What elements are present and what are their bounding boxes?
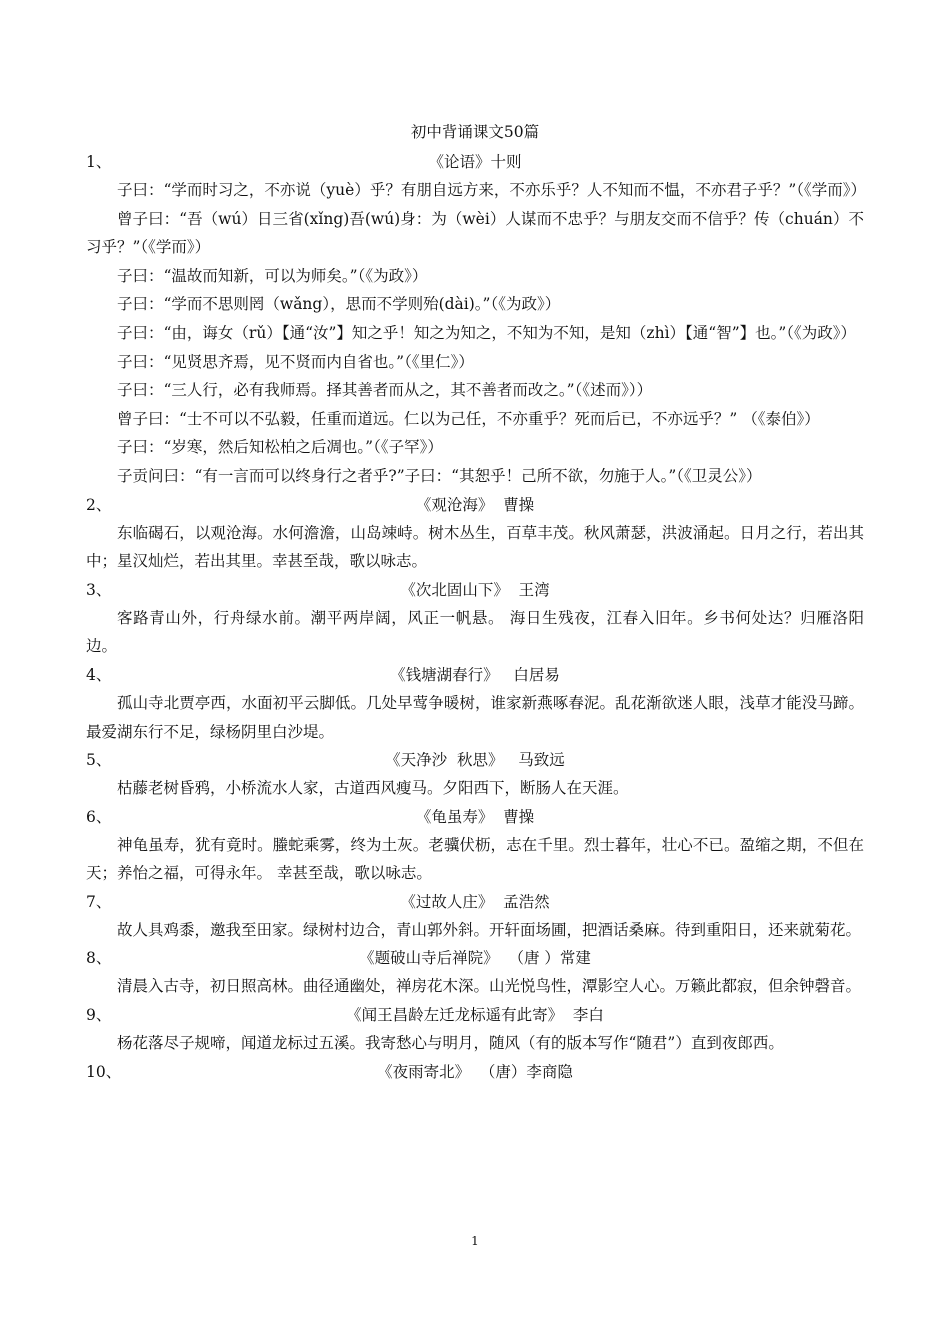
section-heading — [86, 1058, 864, 1086]
text-paragraph: 枯藤老树昏鸦，小桥流水人家，古道西风瘦马。夕阳西下，断肠人在天涯。 — [117, 779, 629, 798]
text-paragraph: 杨花落尽子规啼，闻道龙标过五溪。我寄愁心与明月，随风（有的版本写作“随君”）直到夜郎西。 — [117, 1034, 784, 1053]
text-paragraph: 子贡问曰：“有一言而可以终身行之者乎?”子曰：“其恕乎！己所不欲，勿施于人。”（《卫灵公》） — [117, 466, 762, 485]
section-2 — [86, 491, 864, 576]
section-number: 9、 — [86, 1006, 112, 1025]
text-paragraph: 东临碣石，以观沧海。水何澹澹，山岛竦峙。树木丛生，百草丰茂。秋风萧瑟，洪波涌起。日月之行，若出其中；星汉灿烂，若出其里。幸甚至哉，歌以咏志。 — [86, 523, 864, 571]
section-title: 《钱塘湖春行》 白居易 — [390, 665, 560, 684]
text-paragraph: 子曰：“由，诲女（rǔ）【通“汝”】知之乎！知之为知之，不知为不知，是知（zhì）【通“智”】也。”（《为政》） — [117, 323, 857, 342]
page-number: 1 — [471, 1234, 479, 1248]
section-10 — [86, 1058, 864, 1086]
text-paragraph: 子曰：“见贤思齐焉，见不贤而内自省也。”（《里仁》） — [117, 352, 474, 371]
section-number: 4、 — [86, 665, 112, 684]
section-number: 7、 — [86, 892, 112, 911]
text-paragraph: 孤山寺北贾亭西，水面初平云脚低。几处早莺争暖树，谁家新燕啄春泥。乱花渐欲迷人眼，浅草才能没马蹄。最爱湖东行不足，绿杨阴里白沙堤。 — [86, 693, 864, 741]
section-6 — [86, 803, 864, 888]
document-title: 初中背诵课文50篇 — [410, 123, 540, 141]
section-9 — [86, 1001, 864, 1058]
text-paragraph: 神龟虽寿，犹有竟时。螣蛇乘雾，终为土灰。老骥伏枥，志在千里。烈士暮年，壮心不已。盈缩之期，不但在天；养怡之福，可得永年。 幸甚至哉，歌以咏志。 — [86, 835, 864, 883]
section-title: 《次北固山下》 王湾 — [400, 580, 550, 599]
text-paragraph: 子曰：“温故而知新，可以为师矣。”（《为政》） — [117, 266, 428, 285]
section-title: 《过故人庄》 孟浩然 — [400, 892, 550, 911]
text-paragraph: 子曰：“三人行，必有我师焉。择其善者而从之，其不善者而改之。”（《述而》）） — [117, 381, 653, 400]
section-number: 2、 — [86, 495, 112, 514]
text-paragraph: 子曰：“学而不思则罔（wǎng），思而不学则殆(dài)。”（《为政》） — [117, 295, 561, 314]
text-paragraph: 曾子曰：“吾（wú）日三省(xǐng)吾(wú)身：为（wèi）人谋而不忠乎？与朋友交而不信乎？传（chuán）不习乎？”（《学而》） — [86, 209, 864, 257]
section-1 — [86, 148, 867, 491]
section-8 — [86, 944, 864, 1001]
section-heading — [86, 1001, 864, 1029]
section-heading — [86, 148, 864, 176]
section-heading — [86, 661, 864, 689]
section-title: 《论语》十则 — [428, 153, 522, 171]
section-3 — [86, 576, 864, 661]
section-title: 《龟虽寿》 曹操 — [415, 807, 535, 826]
section-number: 5、 — [86, 751, 112, 770]
section-number: 8、 — [86, 949, 112, 968]
section-number: 1、 — [86, 153, 112, 171]
section-heading — [86, 746, 864, 774]
section-5 — [86, 746, 864, 803]
section-heading — [86, 576, 864, 604]
text-paragraph: 客路青山外，行舟绿水前。潮平两岸阔，风正一帆悬。 海日生残夜，江春入旧年。乡书何处达？归雁洛阳边。 — [86, 608, 864, 656]
section-title: 《天净沙 秋思》 马致远 — [385, 751, 565, 770]
section-7 — [86, 888, 864, 945]
text-paragraph: 子曰：“岁寒，然后知松柏之后凋也。”（《子罕》） — [117, 438, 443, 457]
section-title: 《观沧海》 曹操 — [415, 495, 535, 514]
section-heading — [86, 888, 864, 916]
section-number: 10、 — [86, 1062, 122, 1081]
section-heading — [86, 803, 864, 831]
text-paragraph: 故人具鸡黍，邀我至田家。绿树村边合，青山郭外斜。开轩面场圃，把酒话桑麻。待到重阳日，还来就菊花。 — [117, 920, 862, 939]
section-number: 3、 — [86, 580, 112, 599]
section-4 — [86, 661, 864, 746]
section-number: 6、 — [86, 807, 112, 826]
section-heading — [86, 944, 864, 972]
text-paragraph: 曾子曰：“士不可以不弘毅，任重而道远。仁以为己任，不亦重乎？死而后已，不亦远乎？” （《泰伯》） — [117, 409, 820, 428]
sections-container — [86, 148, 867, 1086]
section-title: 《闻王昌龄左迁龙标遥有此寄》 李白 — [346, 1006, 604, 1025]
text-paragraph: 子曰：“学而时习之，不亦说（yuè）乎？有朋自远方来，不亦乐乎？人不知而不愠，不亦君子乎？”（《学而》） — [117, 181, 867, 199]
section-title: 《夜雨寄北》 （唐）李商隐 — [377, 1062, 573, 1081]
section-heading — [86, 491, 864, 519]
section-title: 《题破山寺后禅院》 （唐 ）常建 — [359, 949, 591, 968]
text-paragraph: 清晨入古寺，初日照高林。曲径通幽处，禅房花木深。山光悦鸟性，潭影空人心。万籁此都寂，但余钟磬音。 — [117, 977, 862, 996]
